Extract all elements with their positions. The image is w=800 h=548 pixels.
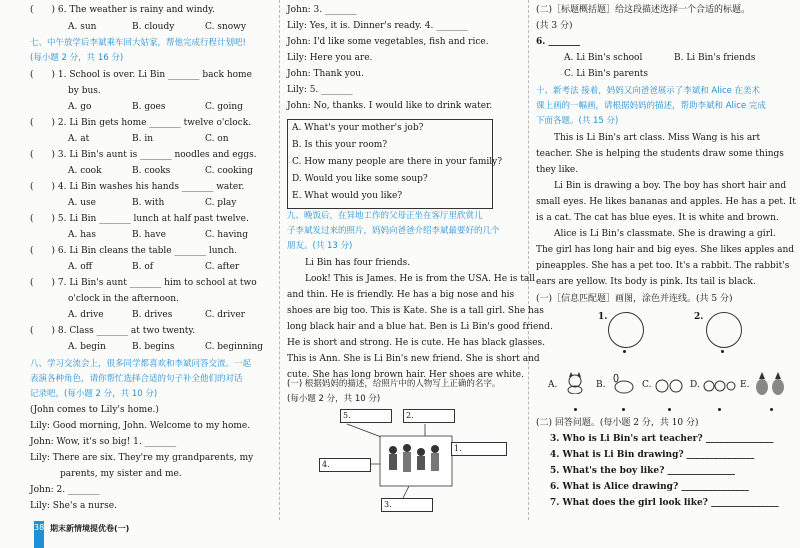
section-8-title: 八、学习交流会上，很多同学都喜欢和李斌问答交流。一起 <box>30 359 252 369</box>
opt-a: A. cook <box>68 166 102 176</box>
dialogue-intro: (John comes to Lily's home.) <box>30 405 159 415</box>
passage-line: This is Ann. She is Li Bin's new friend. She is short and <box>287 354 540 364</box>
page-number: 38 <box>34 523 45 532</box>
circle-label-2: 2. <box>694 312 704 322</box>
passage-line: they like. <box>536 165 579 175</box>
opt-c: C. cooking <box>205 166 254 176</box>
opt-c: C. Li Bin's parents <box>564 69 649 79</box>
dialogue-line: Lily: Good morning, John. Welcome to my home. <box>30 421 251 431</box>
match-dot[interactable] <box>718 408 721 411</box>
passage-line: long black hair and a blue hat. Ben is Li Bin's good friend. <box>287 322 553 332</box>
opt-c: C. having <box>205 230 248 240</box>
passage-line: and thin. He is friendly. He has a big nose and his <box>287 290 515 300</box>
pic-label-d: D. <box>690 380 700 390</box>
dialogue-line: Lily: Yes, it is. Dinner's ready. 4. _______ <box>287 21 468 31</box>
name-label-3[interactable]: 3. <box>381 498 433 512</box>
opt-b: B. of <box>132 262 154 272</box>
question-1: ( ) 1. School is over. Li Bin _______ back home <box>30 70 252 80</box>
opt-a: A. at <box>68 134 90 144</box>
opt-c: C. going <box>205 102 243 112</box>
question-7-line2: o'clock in the afternoon. <box>68 294 179 304</box>
opt-b: B. have <box>132 230 166 240</box>
match-dot[interactable] <box>770 408 773 411</box>
opt-c: C. play <box>205 198 237 208</box>
answer-question-4[interactable]: 4. What is Li Bin drawing? _______________ <box>550 450 755 460</box>
cat-icon <box>562 372 588 394</box>
section-7-score: (每小题 2 分，共 16 分) <box>30 53 124 63</box>
answer-question-3[interactable]: 3. Who is Li Bin's art teacher? _______________ <box>550 434 774 444</box>
subsection-1-title: (一) 根据妈妈的描述，给照片中的人物写上正确的名字。 <box>287 379 501 389</box>
option-item: B. Is this your room? <box>292 140 388 150</box>
section-9-title-line2: 子李斌发过来的照片，妈妈向爸爸介绍李斌最要好的几个 <box>287 226 500 236</box>
passage-line: teacher. She is helping the students draw some things <box>536 149 784 159</box>
passage-line: This is Li Bin's art class. Miss Wang is his art <box>554 133 761 143</box>
match-dot[interactable] <box>574 408 577 411</box>
question-4: ( ) 4. Li Bin washes his hands _______ water. <box>30 182 245 192</box>
answer-question-7[interactable]: 7. What does the girl look like? _______________ <box>550 498 779 508</box>
opt-b: B. in <box>132 134 154 144</box>
pic-label-b: B. <box>596 380 606 390</box>
footer-title: 期末新情境提优卷(一) <box>50 524 130 533</box>
dialogue-line: John: Thank you. <box>287 69 364 79</box>
question-6: ( ) 6. Li Bin cleans the table _______ lunch. <box>30 246 238 256</box>
passage-line: The girl has long hair and big eyes. She likes apples and <box>536 245 795 255</box>
dialogue-line: John: 2. _______ <box>30 485 100 495</box>
dialogue-line: Lily: Here you are. <box>287 53 373 63</box>
section-8-title-line2: 表演各种角色，请你帮忙选择合适的句子补全他们的对话 <box>30 374 243 384</box>
dialogue-line-cont: parents, my sister and me. <box>60 469 182 479</box>
subsection-answer-title: (二) 回答问题。(每小题 2 分，共 10 分) <box>536 418 699 428</box>
pic-label-a: A. <box>548 380 558 390</box>
passage-line: Li Bin has four friends. <box>305 258 411 268</box>
opt-c: C. beginning <box>205 342 264 352</box>
match-dot[interactable] <box>668 408 671 411</box>
name-label-1[interactable]: 1. <box>451 442 507 456</box>
opt-b: B. with <box>132 198 165 208</box>
passage-line: Alice is Li Bin's classmate. She is drawing a girl. <box>554 229 776 239</box>
opt-a: A. use <box>68 198 96 208</box>
option-item: C. How many people are there in your family? <box>292 157 503 167</box>
name-label-5[interactable]: 5. <box>340 409 392 423</box>
name-label-2[interactable]: 2. <box>403 409 455 423</box>
name-label-4[interactable]: 4. <box>319 458 371 472</box>
passage-line: He is short and strong. He is cute. He has black glasses. <box>287 338 546 348</box>
question-1-line2: by bus. <box>68 86 101 96</box>
passage-line: pineapples. She has a pet too. It's a rabbit. The rabbit's <box>536 261 790 271</box>
passage-line: small eyes. He likes bananas and apples. He has a pet. It <box>536 197 796 207</box>
pic-label-e: E. <box>740 380 750 390</box>
option-item: D. Would you like some soup? <box>292 174 428 184</box>
opt-c: C. on <box>205 134 229 144</box>
opt-c: C. driver <box>205 310 245 320</box>
subsection-2-score: (共 3 分) <box>536 21 573 31</box>
drawing-circle-1[interactable] <box>608 312 644 348</box>
match-dot[interactable] <box>622 408 625 411</box>
passage-line: Li Bin is drawing a boy. The boy has short hair and <box>554 181 787 191</box>
question-7: ( ) 7. Li Bin's aunt _______ him to school at two <box>30 278 257 288</box>
drawing-circle-2[interactable] <box>706 312 742 348</box>
pineapples-icon <box>752 372 792 396</box>
opt-b: B. cloudy <box>132 22 175 32</box>
answer-question-5[interactable]: 5. What's the boy like? _______________ <box>550 466 736 476</box>
passage-line: is a cat. The cat has blue eyes. It is white and brown. <box>536 213 779 223</box>
answer-question-6[interactable]: 6. What is Alice drawing? _______________ <box>550 482 749 492</box>
opt-b: B. goes <box>132 102 166 112</box>
opt-c: C. snowy <box>205 22 246 32</box>
match-dot[interactable] <box>623 350 626 353</box>
opt-a: A. has <box>68 230 97 240</box>
opt-a: A. go <box>68 102 92 112</box>
question-5: ( ) 5. Li Bin _______ lunch at half past twelve. <box>30 214 249 224</box>
apples-oranges-icon <box>702 376 736 394</box>
pic-label-c: C. <box>642 380 652 390</box>
question-6-top: ( ) 6. The weather is rainy and windy. <box>30 5 215 15</box>
section-10-title: 十、新考法 接着，妈妈又向爸爸展示了李斌和 Alice 在美术 <box>536 86 761 96</box>
section-7-title: 七、中午放学后李斌乘车回大姑家，帮他完成行程计划吧! <box>30 38 246 48</box>
dialogue-line: John: I'd like some vegetables, fish and rice. <box>287 37 489 47</box>
column-divider <box>528 0 529 520</box>
question-3: ( ) 3. Li Bin's aunt is _______ noodles and eggs. <box>30 150 257 160</box>
subsection-match-title: (一)［信息匹配题］画图，涂色并连线。(共 5 分) <box>536 294 733 304</box>
question-6: 6. _______ <box>536 37 581 47</box>
section-9-title-text: 九、晚饭后，在异地工作的父母正坐在客厅里欣赏儿 <box>287 211 483 221</box>
match-dot[interactable] <box>721 350 724 353</box>
subsection-1-score: (每小题 2 分，共 10 分) <box>287 394 381 404</box>
dialogue-line: John: No, thanks. I would like to drink water. <box>287 101 493 111</box>
opt-a: A. off <box>68 262 93 272</box>
circle-label-1: 1. <box>598 312 608 322</box>
opt-c: C. after <box>205 262 240 272</box>
question-2: ( ) 2. Li Bin gets home _______ twelve o'clock. <box>30 118 252 128</box>
section-9-title <box>287 211 483 222</box>
dialogue-line: John: Wow, it's so big! 1. _______ <box>30 437 177 447</box>
dialogue-line: Lily: She's a nurse. <box>30 501 117 511</box>
dialogue-line: Lily: 5. _______ <box>287 85 353 95</box>
opt-a: A. Li Bin's school <box>564 53 643 63</box>
dialogue-line: Lily: There are six. They're my grandparents, my <box>30 453 254 463</box>
column-divider <box>279 0 280 520</box>
section-9-title-line3: 朋友。(共 13 分) <box>287 241 353 251</box>
opt-a: A. begin <box>68 342 106 352</box>
opt-b: B. cooks <box>132 166 171 176</box>
opt-a: A. drive <box>68 310 104 320</box>
section-10-title-line3: 下面各题。(共 15 分) <box>536 116 619 126</box>
opt-b: B. drives <box>132 310 173 320</box>
section-8-title-line3: 记录吧。(每小题 2 分，共 10 分) <box>30 389 158 399</box>
option-item: E. What would you like? <box>292 191 403 201</box>
option-item: A. What's your mother's job? <box>292 123 424 133</box>
passage-line: Look! This is James. He is from the USA. He is tall <box>305 274 535 284</box>
opt-b: B. begins <box>132 342 175 352</box>
apples-icon <box>654 376 686 394</box>
section-10-title-line2: 课上画的一幅画，请根据妈妈的描述，帮助李斌和 Alice 完成 <box>536 101 766 111</box>
passage-line: ears are yellow. Its body is pink. Its tail is black. <box>536 277 756 287</box>
dialogue-line: John: 3. _______ <box>287 5 357 15</box>
passage-line: cute. She has long brown hair. Her shoes are white. <box>287 370 524 380</box>
passage-line: shoes are big too. This is Kate. She is a tall girl. She has <box>287 306 544 316</box>
opt-b: B. Li Bin's friends <box>674 53 756 63</box>
subsection-2-title: (二)［标题概括题］给这段描述选择一个合适的标题。 <box>536 5 751 15</box>
question-8: ( ) 8. Class _______ at two twenty. <box>30 326 196 336</box>
opt-a: A. sun <box>68 22 97 32</box>
rabbit-icon <box>610 374 636 394</box>
